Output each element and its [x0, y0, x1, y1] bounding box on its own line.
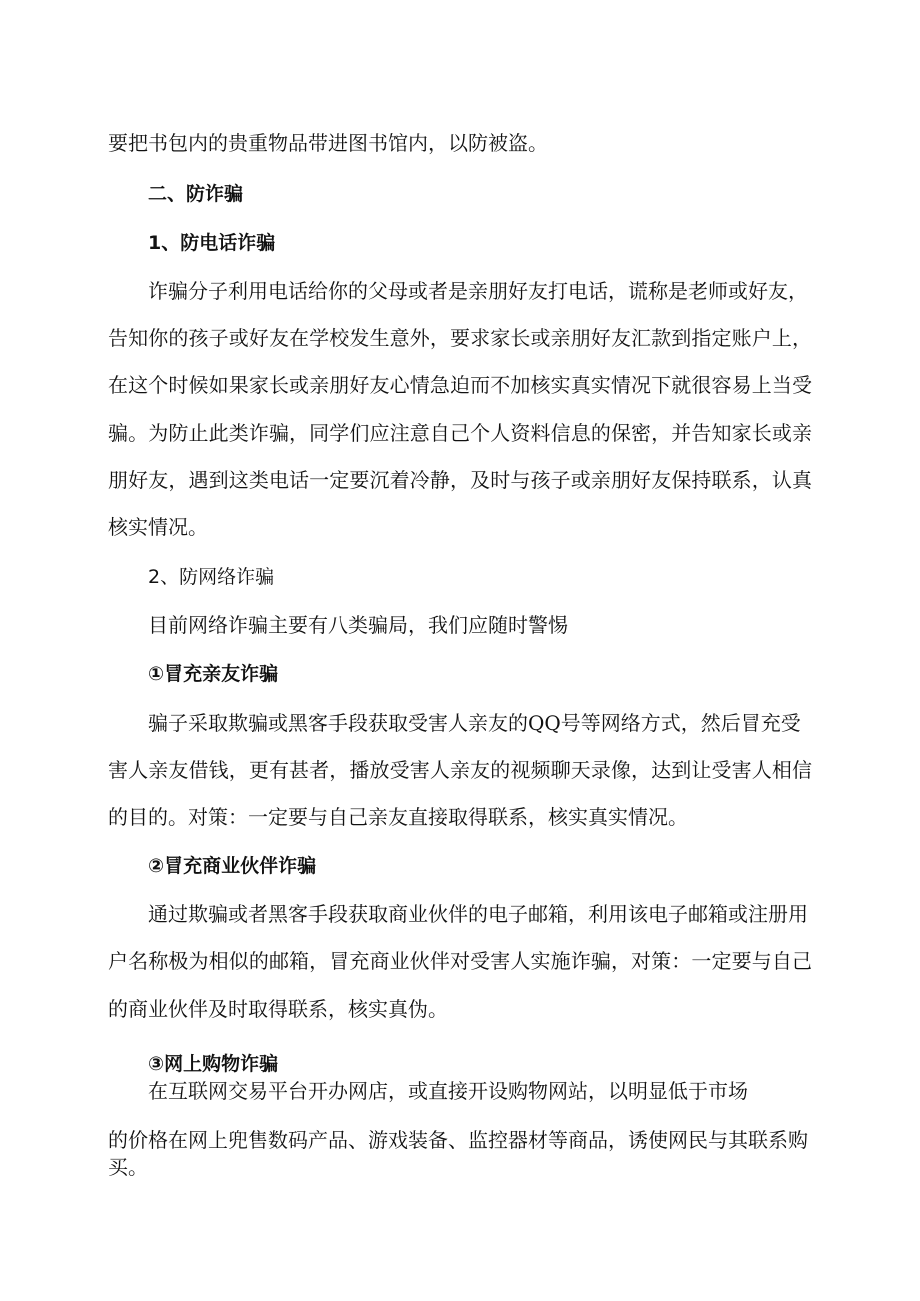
paragraph-line: 目前网络诈骗主要有八类骗局，我们应随时警惕: [148, 613, 568, 637]
subsection-heading: 2、防网络诈骗: [148, 566, 275, 588]
paragraph-line: 告知你的孩子或好友在学校发生意外，要求家长或亲朋好友汇款到指定账户上，: [108, 326, 812, 350]
paragraph-line: 通过欺骗或者黑客手段获取商业伙伴的电子邮箱，利用该电子邮箱或注册用: [148, 902, 808, 926]
paragraph-line: 在这个时候如果家长或亲朋好友心情急迫而不加核实真实情况下就很容易上当受: [108, 373, 812, 397]
subsection-heading: 1、防电话诈骗: [148, 232, 276, 254]
section-heading: 二、防诈骗: [148, 183, 244, 205]
paragraph-line: 害人亲友借钱，更有甚者，播放受害人亲友的视频聊天录像，达到让受害人相信: [108, 758, 812, 782]
paragraph-line: 在互联网交易平台开办网店，或直接开设购物网站，以明显低于市场: [148, 1079, 748, 1103]
item-heading: ①冒充亲友诈骗: [148, 663, 279, 685]
paragraph-line: 的目的。对策：一定要与自己亲友直接取得联系，核实真实情况。: [108, 805, 688, 829]
paragraph-line: 的商业伙伴及时取得联系，核实真伪。: [108, 997, 448, 1021]
item-heading: ②冒充商业伙伴诈骗: [148, 855, 317, 877]
paragraph-line: 核实情况。: [108, 515, 208, 539]
paragraph-line: 的价格在网上兜售数码产品、游戏装备、监控器材等商品，诱使网民与其联系购: [108, 1128, 808, 1152]
item-heading: ③网上购物诈骗: [148, 1053, 279, 1075]
paragraph-line: 户名称极为相似的邮箱，冒充商业伙伴对受害人实施诈骗，对策：一定要与自己: [108, 949, 812, 973]
paragraph-line: 骗。为防止此类诈骗，同学们应注意自己个人资料信息的保密，并告知家长或亲: [108, 421, 812, 445]
paragraph-line: 朋好友，遇到这类电话一定要沉着冷静，及时与孩子或亲朋好友保持联系，认真: [108, 468, 812, 492]
text-line: 要把书包内的贵重物品带进图书馆内，以防被盗。: [108, 131, 548, 155]
paragraph-line: 诈骗分子利用电话给你的父母或者是亲朋好友打电话，谎称是老师或好友，: [148, 279, 808, 303]
paragraph-line: 买。: [108, 1155, 148, 1179]
paragraph-line: 骗子采取欺骗或黑客手段获取受害人亲友的QQ号等网络方式，然后冒充受: [148, 711, 801, 735]
